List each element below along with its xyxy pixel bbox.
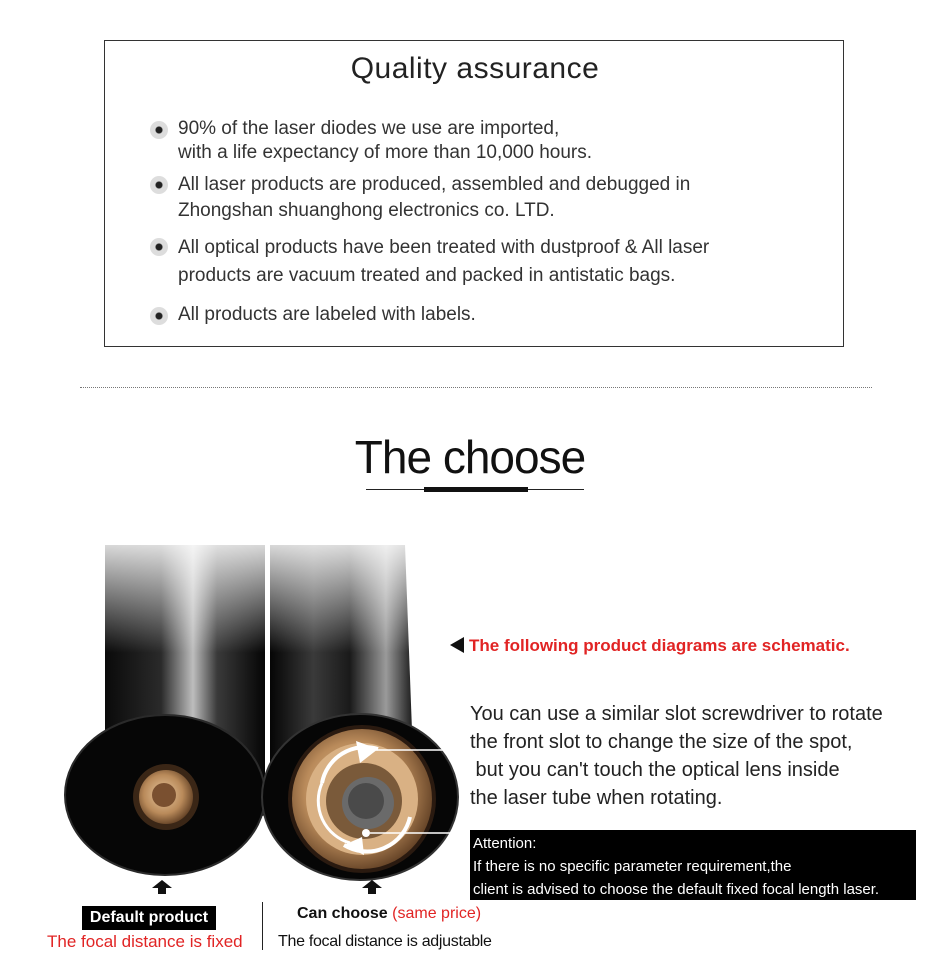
attention-box: Attention: If there is no specific parameter requirement,the client is advised to choose the default fixed focal length laser. <box>470 830 916 900</box>
same-price-label: (same price) <box>392 905 482 922</box>
can-choose-label: Can choose (same price) <box>297 905 482 922</box>
up-arrow-icon <box>362 880 382 894</box>
adjustable-focal-label: The focal distance is adjustable <box>278 933 492 950</box>
description-text: You can use a similar slot screwdriver to rotate the front slot to change the size of the spot, but you can't touch the optical lens inside the laser tube when rotating. <box>470 703 883 809</box>
schematic-note: The following product diagrams are schematic. <box>450 636 850 656</box>
up-arrow-icon <box>152 880 172 894</box>
title-underline-accent <box>424 487 528 492</box>
dotted-divider <box>80 387 872 388</box>
bullet-icon <box>150 238 168 256</box>
bullet-icon <box>150 176 168 194</box>
quality-assurance-title: Quality assurance <box>350 52 600 85</box>
fixed-focal-label: The focal distance is fixed <box>47 932 243 951</box>
bullet-icon <box>150 121 168 139</box>
left-arrow-icon <box>450 637 464 653</box>
bullet-icon <box>150 307 168 325</box>
choose-title: The choose <box>354 431 586 483</box>
laser-tubes-photo <box>60 525 480 890</box>
default-product-label: Default product <box>82 906 216 930</box>
label-separator <box>262 902 263 950</box>
